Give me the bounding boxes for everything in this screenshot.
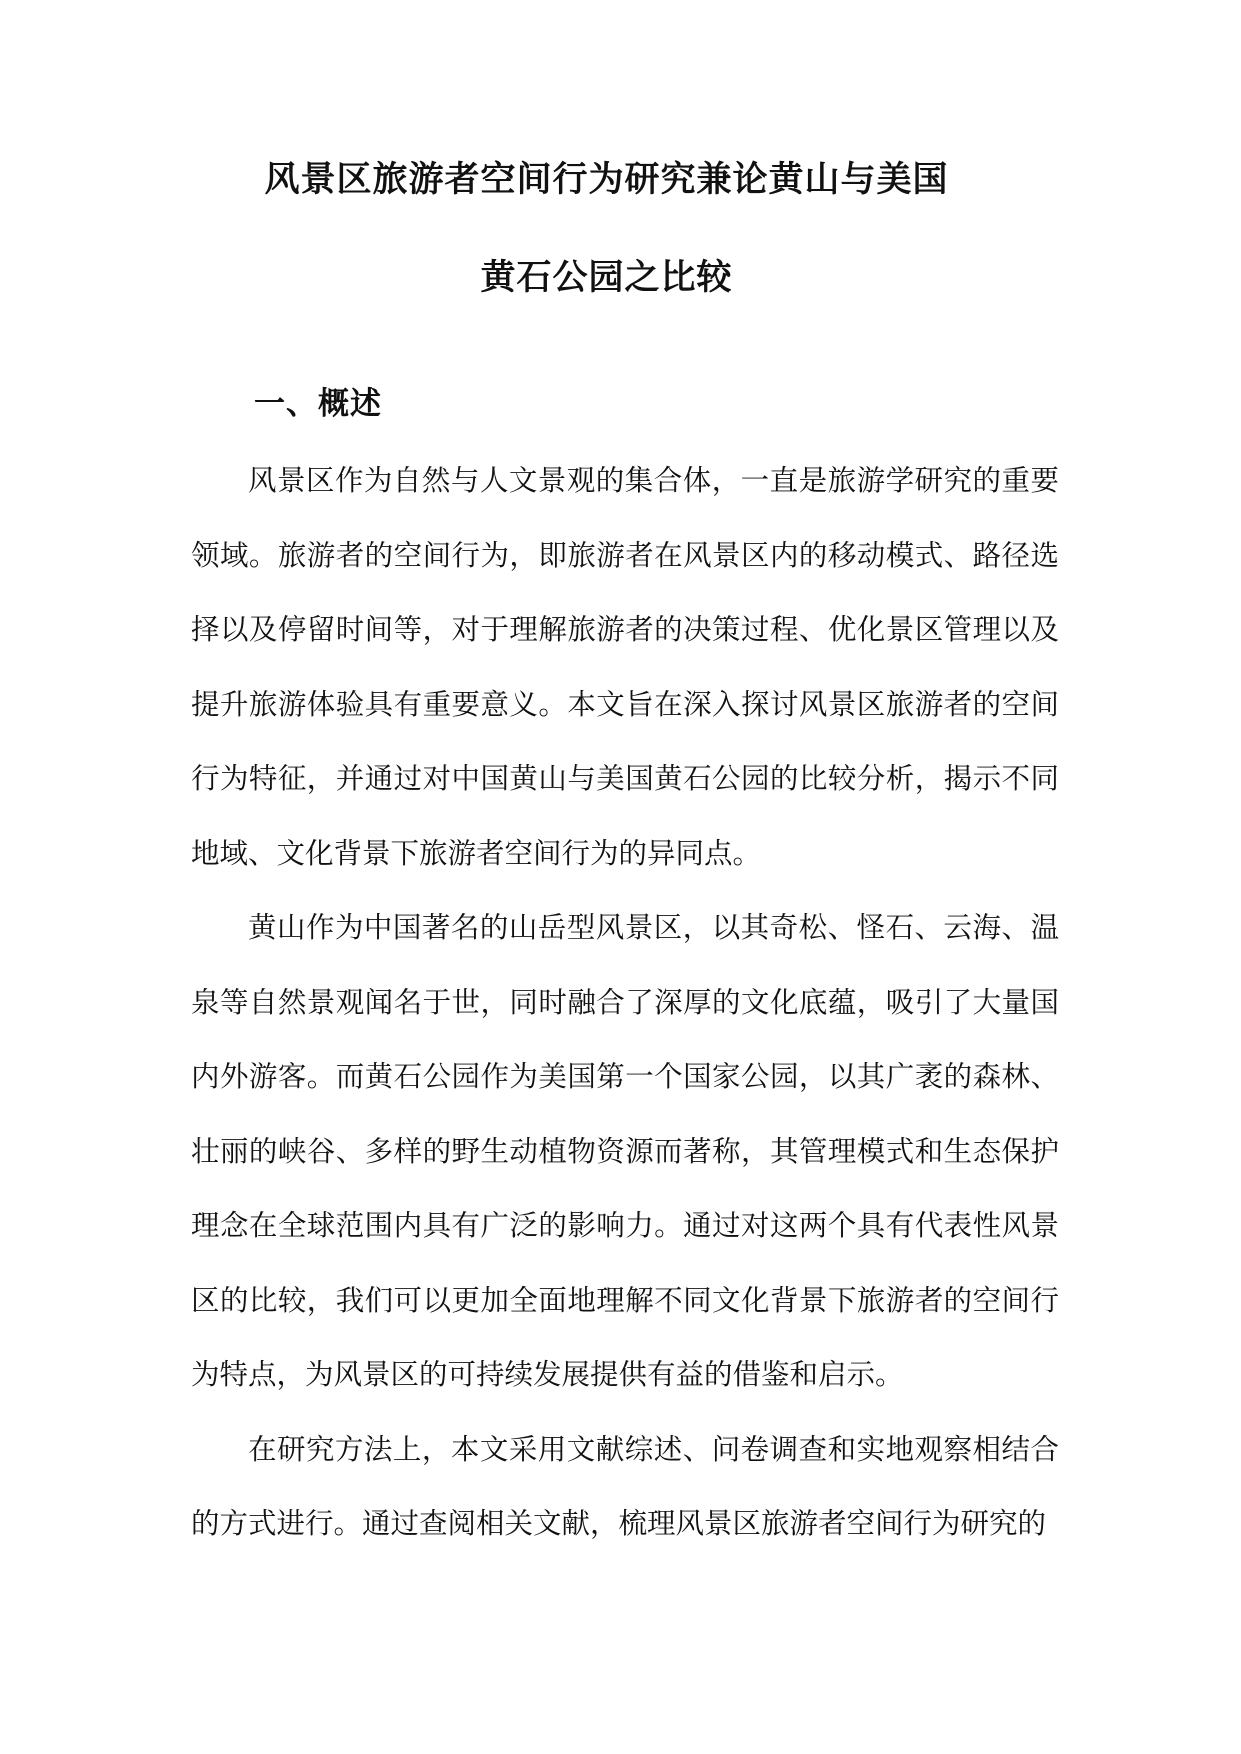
paragraph-1: 风景区作为自然与人文景观的集合体，一直是旅游学研究的重要领域。旅游者的空间行为，即旅游者在风景区内的移动模式、路径选择以及停留时间等，对于理解旅游者的决策过程、优化景区管理以及提升旅游体验具有重要意义。本文旨在深入探讨风景区旅游者的空间行为特征，并通过对中国黄山与美国黄石公园的比较分析，揭示不同地域、文化背景下旅游者空间行为的异同点。 xyxy=(191,464,1059,870)
section-heading: 一、概述 xyxy=(254,386,382,422)
document-title-line-1: 风景区旅游者空间行为研究兼论黄山与美国 xyxy=(264,160,949,200)
body-text xyxy=(191,444,1059,1562)
paragraph-3: 在研究方法上，本文采用文献综述、问卷调查和实地观察相结合的方式进行。通过查阅相关文献，梳理风景区旅游者空间行为研究的 xyxy=(191,1432,1059,1540)
document-title-line-2: 黄石公园之比较 xyxy=(480,258,733,298)
paragraph-2: 黄山作为中国著名的山岳型风景区，以其奇松、怪石、云海、温泉等自然景观闻名于世，同时融合了深厚的文化底蕴，吸引了大量国内外游客。而黄石公园作为美国第一个国家公园，以其广袤的森林、壮丽的峡谷、多样的野生动植物资源而著称，其管理模式和生态保护理念在全球范围内具有广泛的影响力。通过对这两个具有代表性风景区的比较，我们可以更加全面地理解不同文化背景下旅游者的空间行为特点，为风景区的可持续发展提供有益的借鉴和启示。 xyxy=(191,911,1059,1391)
